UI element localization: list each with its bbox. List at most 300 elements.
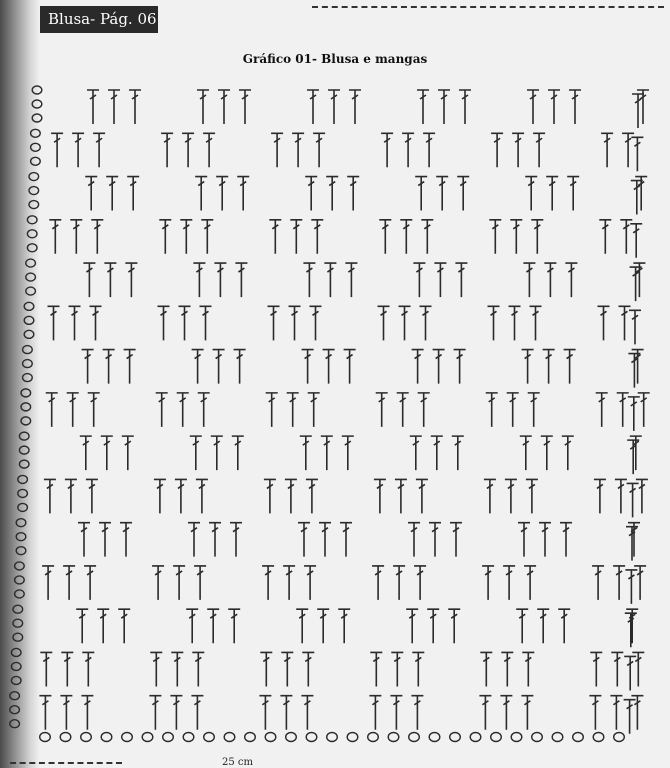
double-crochet-stitch [628,354,640,388]
double-crochet-stitch [596,393,608,427]
chain-stitch [21,403,31,411]
double-crochet-stitch [520,436,532,470]
chain-stitch [23,346,33,354]
double-crochet-stitch [170,696,182,730]
double-crochet-stitch [369,696,381,730]
double-crochet-stitch [629,310,641,344]
double-crochet-stitch [97,609,109,643]
double-crochet-stitch [200,306,212,340]
double-crochet-stitch [82,350,94,384]
double-crochet-stitch [192,652,204,686]
double-crochet-stitch [99,523,111,557]
double-crochet-stitch [408,523,420,557]
double-crochet-stitch [154,479,166,513]
double-crochet-stitch [484,479,496,513]
double-crochet-stitch [427,609,439,643]
foundation-chain-stitch [142,733,153,742]
chain-stitch [32,86,42,94]
chain-stitch [24,330,34,338]
double-crochet-stitch [281,652,293,686]
double-crochet-stitch [501,652,513,686]
double-crochet-stitch [634,566,646,600]
double-crochet-stitch [613,566,625,600]
double-crochet-stitch [49,220,61,254]
double-crochet-stitch [122,436,134,470]
double-crochet-stitch [213,350,225,384]
double-crochet-stitch [399,306,411,340]
chain-stitch [13,633,23,641]
double-crochet-stitch [630,224,642,258]
foundation-chain-stitch [204,733,215,742]
chain-stitch [19,432,29,440]
double-crochet-stitch [324,263,336,297]
foundation-chain-stitch [573,733,584,742]
foundation-chain-stitch [347,733,358,742]
double-crochet-stitch [180,220,192,254]
double-crochet-stitch [67,393,79,427]
double-crochet-stitch [108,90,120,124]
double-crochet-stitch [393,566,405,600]
double-crochet-stitch [526,479,538,513]
double-crochet-stitch [65,479,77,513]
double-crochet-stitch [416,479,428,513]
double-crochet-stitch [459,90,471,124]
double-crochet-stitch [544,263,556,297]
foundation-chain-stitch [183,733,194,742]
chain-stitch [16,547,26,555]
double-crochet-stitch [171,652,183,686]
double-crochet-stitch [627,483,639,517]
double-crochet-stitch [370,652,382,686]
double-crochet-stitch [436,177,448,211]
chain-stitch [27,216,37,224]
chain-stitch [21,389,31,397]
chain-stitch [16,533,26,541]
chain-stitch [26,287,36,295]
foundation-chain-stitch [429,733,440,742]
double-crochet-stitch [237,177,249,211]
chain-stitch [11,676,21,684]
measurement-label: 25 cm [222,757,253,768]
chain-stitch [15,590,25,598]
chain-stitch [18,503,28,511]
double-crochet-stitch [592,566,604,600]
chain-stitch [29,187,39,195]
double-crochet-stitch [632,350,644,384]
double-crochet-stitch [124,350,136,384]
chain-stitch [18,475,28,483]
foundation-chain-stitch [122,733,133,742]
double-crochet-stitch [209,523,221,557]
double-crochet-stitch [433,350,445,384]
chain-stitch [18,489,28,497]
foundation-chain-stitch [470,733,481,742]
double-crochet-stitch [527,90,539,124]
double-crochet-stitch [599,220,611,254]
chain-stitch [24,316,34,324]
double-crochet-stitch [188,523,200,557]
foundation-chain-stitch [286,733,297,742]
double-crochet-stitch [186,609,198,643]
double-crochet-stitch [521,696,533,730]
double-crochet-stitch [523,263,535,297]
double-crochet-stitch [192,350,204,384]
double-crochet-stitch [287,393,299,427]
double-crochet-stitch [262,566,274,600]
double-crochet-stitch [149,696,161,730]
double-crochet-stitch [624,700,636,734]
double-crochet-stitch [636,479,648,513]
chain-stitch [11,662,21,670]
double-crochet-stitch [372,566,384,600]
double-crochet-stitch [448,609,460,643]
chain-stitch [31,143,41,151]
chain-stitch [13,619,23,627]
double-crochet-stitch [156,393,168,427]
double-crochet-stitch [104,263,116,297]
double-crochet-stitch [391,652,403,686]
foundation-chain-stitch [265,733,276,742]
chain-stitch [27,230,37,238]
double-crochet-stitch [326,177,338,211]
double-crochet-stitch [631,696,643,730]
double-crochet-stitch [129,90,141,124]
double-crochet-stitch [177,393,189,427]
double-crochet-stitch [565,263,577,297]
double-crochet-stitch [152,566,164,600]
double-crochet-stitch [611,652,623,686]
double-crochet-stitch [72,133,84,167]
double-crochet-stitch [525,177,537,211]
double-crochet-stitch [302,652,314,686]
double-crochet-stitch [376,393,388,427]
double-crochet-stitch [414,566,426,600]
double-crochet-stitch [491,133,503,167]
double-crochet-stitch [264,479,276,513]
double-crochet-stitch [626,609,638,643]
double-crochet-stitch [410,436,422,470]
double-crochet-stitch [304,566,316,600]
double-crochet-stitch [86,479,98,513]
foundation-chain-stitch [224,733,235,742]
double-crochet-stitch [450,523,462,557]
chart-title: Gráfico 01- Blusa e mangas [242,52,428,66]
double-crochet-stitch [412,350,424,384]
double-crochet-stitch [300,436,312,470]
double-crochet-stitch [81,696,93,730]
double-crochet-stitch [429,523,441,557]
double-crochet-stitch [344,350,356,384]
double-crochet-stitch [528,393,540,427]
double-crochet-stitch [191,696,203,730]
double-crochet-stitch [40,652,52,686]
double-crochet-stitch [211,436,223,470]
double-crochet-stitch [203,133,215,167]
double-crochet-stitch [400,220,412,254]
double-crochet-stitch [198,393,210,427]
double-crochet-stitch [569,90,581,124]
double-crochet-stitch [631,137,643,171]
double-crochet-stitch [266,393,278,427]
double-crochet-stitch [531,220,543,254]
foundation-chain-stitch [306,733,317,742]
double-crochet-stitch [482,566,494,600]
double-crochet-stitch [118,609,130,643]
double-crochet-stitch [60,696,72,730]
double-crochet-stitch [412,652,424,686]
double-crochet-stitch [268,306,280,340]
double-crochet-stitch [539,523,551,557]
double-crochet-stitch [594,479,606,513]
double-crochet-stitch [509,306,521,340]
double-crochet-stitch [381,133,393,167]
double-crochet-stitch [617,393,629,427]
double-crochet-stitch [280,696,292,730]
double-crochet-stitch [615,479,627,513]
double-crochet-stitch [590,652,602,686]
double-crochet-stitch [420,306,432,340]
double-crochet-stitch [48,306,60,340]
double-crochet-stitch [628,397,640,431]
double-crochet-stitch [103,350,115,384]
double-crochet-stitch [510,220,522,254]
double-crochet-stitch [234,350,246,384]
double-crochet-stitch [125,263,137,297]
double-crochet-stitch [489,220,501,254]
double-crochet-stitch [201,220,213,254]
chain-stitch [16,519,26,527]
double-crochet-stitch [415,177,427,211]
double-crochet-stitch [349,90,361,124]
foundation-chain-stitch [81,733,92,742]
double-crochet-stitch [218,90,230,124]
double-crochet-stitch [340,523,352,557]
double-crochet-stitch [378,306,390,340]
double-crochet-stitch [543,350,555,384]
double-crochet-stitch [207,609,219,643]
double-crochet-stitch [601,133,613,167]
double-crochet-stitch [626,527,638,561]
foundation-chain-stitch [245,733,256,742]
double-crochet-stitch [486,393,498,427]
double-crochet-stitch [194,566,206,600]
double-crochet-stitch [395,479,407,513]
double-crochet-stitch [347,177,359,211]
double-crochet-stitch [479,696,491,730]
double-crochet-stitch [524,566,536,600]
double-crochet-stitch [452,436,464,470]
foundation-chain-stitch [593,733,604,742]
chain-stitch [32,114,42,122]
double-crochet-stitch [417,90,429,124]
chain-stitch [15,562,25,570]
double-crochet-stitch [310,306,322,340]
chain-stitch [32,100,42,108]
chain-stitch [31,129,41,137]
double-crochet-stitch [541,436,553,470]
double-crochet-stitch [546,177,558,211]
double-crochet-stitch [390,696,402,730]
double-crochet-stitch [342,436,354,470]
double-crochet-stitch [296,609,308,643]
foundation-chain-stitch [409,733,420,742]
double-crochet-stitch [560,523,572,557]
double-crochet-stitch [302,350,314,384]
chain-stitch [27,244,37,252]
double-crochet-stitch [632,652,644,686]
double-crochet-stitch [411,696,423,730]
double-crochet-stitch [522,652,534,686]
double-crochet-stitch [627,440,639,474]
double-crochet-stitch [321,436,333,470]
foundation-chain-stitch [40,733,51,742]
double-crochet-stitch [598,306,610,340]
double-crochet-stitch [558,609,570,643]
double-crochet-stitch [214,263,226,297]
double-crochet-stitch [51,133,63,167]
double-crochet-stitch [193,263,205,297]
chain-stitch [29,201,39,209]
double-crochet-stitch [82,652,94,686]
double-crochet-stitch [283,566,295,600]
double-crochet-stitch [434,263,446,297]
chain-stitch [10,692,20,700]
chain-stitch [29,173,39,181]
foundation-chain-stitch [532,733,543,742]
double-crochet-stitch [260,652,272,686]
double-crochet-stitch [44,479,56,513]
double-crochet-stitch [402,133,414,167]
double-crochet-stitch [305,177,317,211]
foundation-chain-stitch [327,733,338,742]
double-crochet-stitch [564,350,576,384]
double-crochet-stitch [216,177,228,211]
double-crochet-stitch [505,479,517,513]
double-crochet-stitch [567,177,579,211]
double-crochet-stitch [379,220,391,254]
double-crochet-stitch [298,523,310,557]
double-crochet-stitch [406,609,418,643]
foundation-chain-stitch [614,733,625,742]
foundation-chain-stitch [368,733,379,742]
double-crochet-stitch [232,436,244,470]
double-crochet-stitch [90,306,102,340]
double-crochet-stitch [239,90,251,124]
double-crochet-stitch [438,90,450,124]
chain-stitch [11,648,21,656]
chain-stitch [13,605,23,613]
double-crochet-stitch [630,436,642,470]
double-crochet-stitch [457,177,469,211]
double-crochet-stitch [85,177,97,211]
double-crochet-stitch [431,436,443,470]
double-crochet-stitch [42,566,54,600]
double-crochet-stitch [319,523,331,557]
double-crochet-stitch [182,133,194,167]
double-crochet-stitch [619,306,631,340]
double-crochet-stitch [161,133,173,167]
foundation-chain-stitch [163,733,174,742]
double-crochet-stitch [397,393,409,427]
foundation-chain-stitch [491,733,502,742]
chain-stitch [26,273,36,281]
double-crochet-stitch [159,220,171,254]
double-crochet-stitch [76,609,88,643]
double-crochet-stitch [507,393,519,427]
chain-stitch [19,446,29,454]
double-crochet-stitch [289,306,301,340]
double-crochet-stitch [197,90,209,124]
chain-stitch [23,360,33,368]
double-crochet-stitch [269,220,281,254]
foundation-chain-stitch [101,733,112,742]
double-crochet-stitch [120,523,132,557]
chain-stitch [26,259,36,267]
double-crochet-stitch [150,652,162,686]
double-crochet-stitch [421,220,433,254]
double-crochet-stitch [290,220,302,254]
double-crochet-stitch [374,479,386,513]
double-crochet-stitch [308,393,320,427]
double-crochet-stitch [533,133,545,167]
double-crochet-stitch [323,350,335,384]
chain-stitch [19,460,29,468]
double-crochet-stitch [562,436,574,470]
double-crochet-stitch [179,306,191,340]
double-crochet-stitch [500,696,512,730]
double-crochet-stitch [235,263,247,297]
double-crochet-stitch [638,393,650,427]
double-crochet-stitch [80,436,92,470]
double-crochet-stitch [259,696,271,730]
double-crochet-stitch [345,263,357,297]
chain-stitch [24,302,34,310]
double-crochet-stitch [285,479,297,513]
double-crochet-stitch [158,306,170,340]
double-crochet-stitch [454,350,466,384]
double-crochet-stitch [84,566,96,600]
double-crochet-stitch [455,263,467,297]
double-crochet-stitch [518,523,530,557]
foundation-chain-stitch [552,733,563,742]
double-crochet-stitch [230,523,242,557]
double-crochet-stitch [87,90,99,124]
double-crochet-stitch [423,133,435,167]
double-crochet-stitch [338,609,350,643]
double-crochet-stitch [292,133,304,167]
double-crochet-stitch [306,479,318,513]
double-crochet-stitch [311,220,323,254]
double-crochet-stitch [195,177,207,211]
foundation-chain-stitch [60,733,71,742]
double-crochet-stitch [91,220,103,254]
double-crochet-stitch [101,436,113,470]
double-crochet-stitch [313,133,325,167]
double-crochet-stitch [488,306,500,340]
double-crochet-stitch [78,523,90,557]
double-crochet-stitch [530,306,542,340]
double-crochet-stitch [83,263,95,297]
double-crochet-stitch [503,566,515,600]
double-crochet-stitch [93,133,105,167]
chain-stitch [10,720,20,728]
double-crochet-stitch [228,609,240,643]
chain-stitch [15,576,25,584]
double-crochet-stitch [88,393,100,427]
double-crochet-stitch [628,523,640,557]
double-crochet-stitch [39,696,51,730]
chain-stitch [21,417,31,425]
